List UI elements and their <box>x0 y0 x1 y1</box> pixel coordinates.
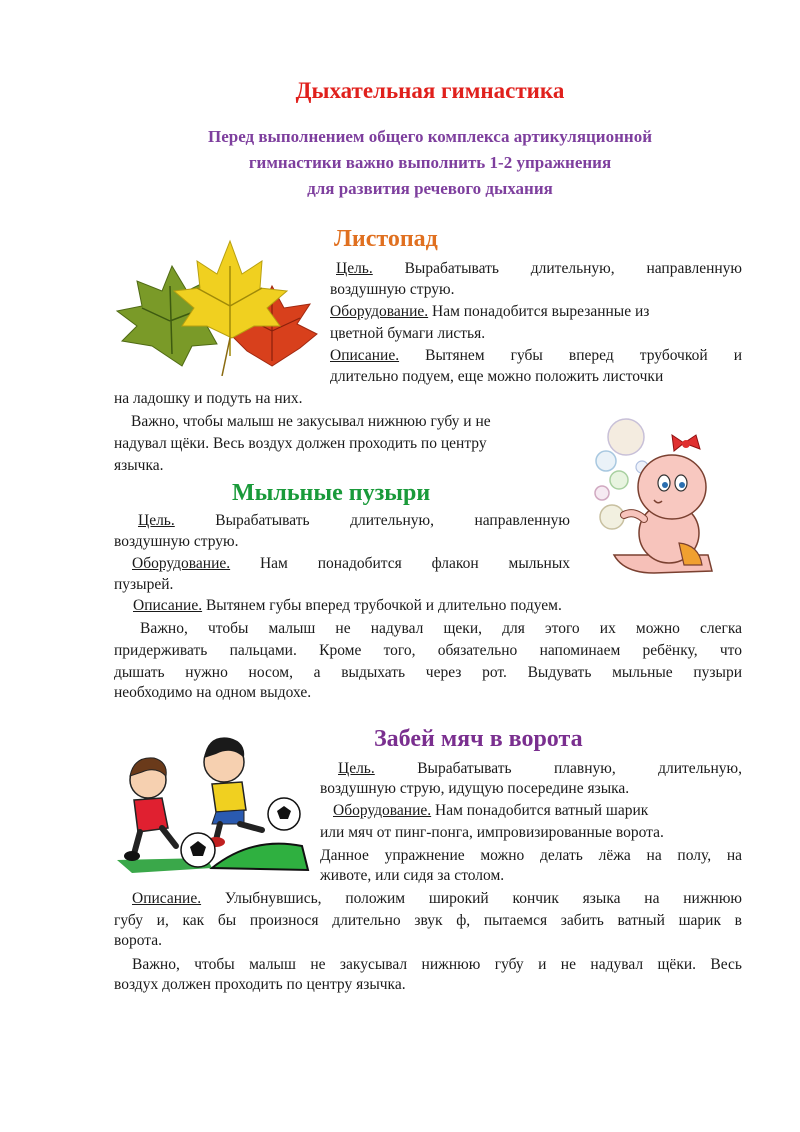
ball-goal <box>338 758 742 780</box>
goal-field-icon <box>212 844 308 870</box>
football-kids-illustration <box>112 728 310 874</box>
equipment-text: Нам понадобится флакон мыльных <box>259 555 570 572</box>
soccer-ball-icon <box>181 833 215 867</box>
ball-description-cont2: ворота. <box>114 932 162 949</box>
listopad-goal-cont: воздушную струю. <box>330 281 455 298</box>
description-label: Описание. <box>132 890 202 907</box>
listopad-description <box>330 345 742 367</box>
description-label: Описание. <box>330 347 400 364</box>
goal-label: Цель. <box>138 512 175 529</box>
bubbles-note-4: необходимо на одном выдохе. <box>114 684 312 701</box>
ball-note-1: Важно, чтобы малыш не закусывал нижнюю губу и не надувал щёки. Весь <box>132 956 742 973</box>
bubble-icon <box>610 471 628 489</box>
ball-description-cont: губу и, как бы произнося длительно звук ф, пытаемся забить ватный шарик в <box>114 912 742 929</box>
intro-line-1: Перед выполнением общего комплекса артикуляционной <box>207 127 652 146</box>
description-text: Улыбнувшись, положим широкий кончик языка на нижнюю <box>224 890 742 907</box>
baby-bubbles-illustration <box>584 415 722 580</box>
goal-text: Вырабатывать плавную, длительную, <box>417 760 742 777</box>
kid-left-icon <box>124 758 176 861</box>
intro-line-2: гимнастики важно выполнить 1-2 упражнения <box>248 153 612 172</box>
bubble-icon <box>608 419 644 455</box>
bubbles-goal-cont: воздушную струю. <box>114 533 239 550</box>
goal-text: Вырабатывать длительную, направленную <box>215 512 570 529</box>
goal-text: Вырабатывать длительную, направленную <box>404 260 742 277</box>
bubbles-note-3: дышать нужно носом, а выдыхать через рот. Выдувать мыльные пузыри <box>114 664 742 681</box>
equipment-label: Оборудование. <box>132 555 231 572</box>
bubble-icon <box>596 451 616 471</box>
equipment-text: Нам понадобится ватный шарик <box>435 802 649 819</box>
equipment-label: Оборудование. <box>330 303 429 320</box>
listopad-note-1: Важно, чтобы малыш не закусывал нижнюю губу и не <box>131 413 491 430</box>
listopad-equipment-cont: цветной бумаги листья. <box>330 325 486 342</box>
intro-text <box>0 124 800 202</box>
listopad-note-2: надувал щёки. Весь воздух должен проходить по центру <box>114 435 487 452</box>
ball-equipment-cont: или мяч от пинг-понга, импровизированные ворота. <box>320 824 664 841</box>
autumn-leaves-illustration <box>112 226 324 376</box>
equipment-label: Оборудование. <box>333 802 432 819</box>
bubbles-note-1: Важно, чтобы малыш не надувал щеки, для этого их можно слегка <box>140 620 742 637</box>
listopad-heading: Листопад <box>334 226 438 252</box>
bubbles-equipment-cont: пузырей. <box>114 576 174 593</box>
ball-heading: Забей мяч в ворота <box>374 726 583 752</box>
listopad-goal <box>336 258 742 280</box>
bubble-icon <box>595 486 609 500</box>
description-text: Вытянем губы вперед трубочкой и <box>425 347 742 364</box>
kid-right-icon <box>204 737 262 847</box>
listopad-description-cont2: на ладошку и подуть на них. <box>114 390 303 407</box>
listopad-equipment <box>330 303 649 321</box>
baby-icon <box>614 435 712 573</box>
bubbles-note-2: придерживать пальцами. Кроме того, обязательно напоминаем ребёнку, что <box>114 642 742 659</box>
intro-line-3: для развития речевого дыхания <box>307 179 553 198</box>
ball-goal-cont: воздушную струю, идущую посередине языка. <box>320 780 630 797</box>
equipment-text: Нам понадобится вырезанные из <box>432 303 650 320</box>
soccer-ball-icon <box>268 798 300 830</box>
description-text: Вытянем губы вперед трубочкой и длительно подуем. <box>205 597 562 614</box>
ball-note-2: воздух должен проходить по центру язычка. <box>114 976 406 993</box>
goal-label: Цель. <box>336 260 373 277</box>
listopad-note-3: язычка. <box>114 457 164 474</box>
bubbles-heading: Мыльные пузыри <box>232 480 431 506</box>
description-label: Описание. <box>133 597 203 614</box>
page-title: Дыхательная гимнастика <box>295 78 565 103</box>
bubbles-equipment <box>132 553 570 575</box>
bubbles-goal <box>138 510 570 532</box>
bubbles-description <box>133 597 562 615</box>
goal-label: Цель. <box>338 760 375 777</box>
bubble-icon <box>600 505 624 529</box>
listopad-description-cont: длительно подуем, еще можно положить листочки <box>330 368 664 385</box>
ball-equipment-cont3: животе, или сидя за столом. <box>320 867 505 884</box>
ball-equipment <box>333 802 648 820</box>
ball-description <box>132 888 742 910</box>
ball-equipment-cont2: Данное упражнение можно делать лёжа на полу, на <box>320 847 742 864</box>
